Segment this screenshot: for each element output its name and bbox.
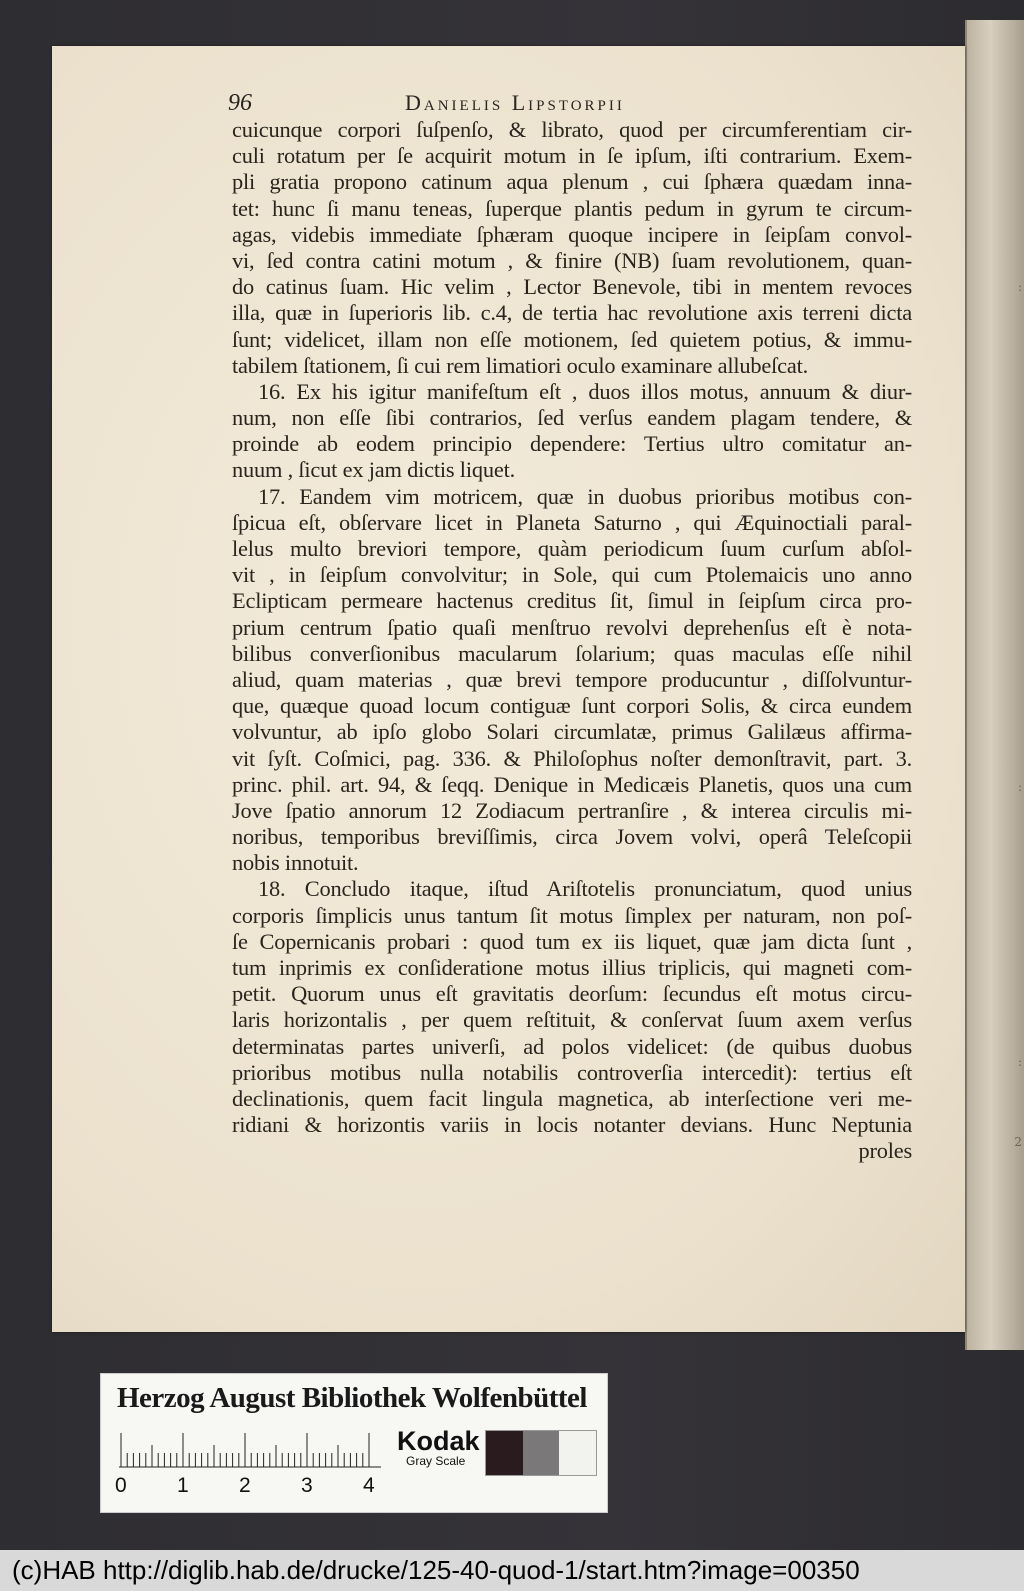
text-line: vit , in ſeipſum convolvitur; in Sole, qui cum Ptolemaicis uno anno: [232, 562, 912, 588]
adjacent-page-edge: : : : 2: [965, 20, 1024, 1350]
text-line: noribus, temporibus breviſſimis, circa Jovem volvi, operâ Teleſcopii: [232, 824, 912, 850]
text-line: tabilem ſtationem, ſi cui rem limatiori oculo examinare allubeſcat.: [232, 352, 809, 378]
text-line: agas, videbis immediate ſphæram quoque incipere in ſeipſam convol-: [232, 221, 912, 247]
ruler-label: 4: [363, 1474, 375, 1497]
ruler-label: 0: [115, 1474, 127, 1497]
text-line: ſunt; videlicet, illam non eſſe motionem, ſed quietem potius, & immu-: [232, 326, 912, 352]
paragraph-17-start: 17. Eandem vim motricem, quæ in duobus prioribus motibus con-: [258, 483, 912, 509]
text-line: prioribus motibus nulla notabilis controverſia intercedit): tertius eſt: [232, 1059, 912, 1085]
body-text: [232, 117, 912, 1165]
text-line: culi rotatum per ſe acquirit motum in ſe ipſum, iſti contrarium. Exem-: [232, 143, 912, 169]
text-line: do catinus ſuam. Hic velim , Lector Benevole, tibi in mentem revoces: [232, 274, 912, 300]
text-line: determinatas partes univerſi, ad polos videlicet: (de quibus duobus: [232, 1033, 912, 1059]
kodak-logo: Kodak: [397, 1426, 480, 1456]
text-line: nuum , ſicut ex jam dictis liquet.: [232, 457, 515, 483]
text-line: princ. phil. art. 94, & ſeqq. Denique in Medicæis Planetis, quos una cum: [232, 771, 912, 797]
ruler-label: 3: [301, 1474, 313, 1497]
footer-copyright-url: (c)HAB http://diglib.hab.de/drucke/125-40-quod-1/start.htm?image=00350: [0, 1550, 1024, 1591]
text-line: num, non eſſe ſibi contrarios, ſed verſus eandem plagam tendere, &: [232, 405, 912, 431]
text-line: Jove ſpatio annorum 12 Zodiacum pertranſire , & interea circulis mi-: [232, 797, 912, 823]
swatch-mid: [523, 1431, 560, 1475]
swatch-dark: [486, 1431, 523, 1475]
text-line: vit ſyſt. Coſmici, pag. 336. & Philoſophus noſter demonſtravit, part. 3.: [232, 745, 912, 771]
page-number: 96: [228, 90, 252, 116]
text-line: declinationis, quem facit lingula magnetica, ab interſectione veri me-: [232, 1085, 912, 1111]
text-line: que, quæque quoad locum contiguæ ſunt corpori Solis, & circa eundem: [232, 693, 912, 719]
gray-scale-label: Gray Scale: [406, 1454, 466, 1468]
library-color-strip: [100, 1373, 608, 1513]
text-line: Eclipticam permeare hactenus creditus ſit, ſimul in ſeipſum circa pro-: [232, 588, 912, 614]
gray-scale-swatches: [485, 1430, 597, 1476]
text-line: bilibus converſionibus macularum ſolarium; quas maculas eſſe nihil: [232, 640, 912, 666]
text-line: nobis innotuit.: [232, 850, 359, 876]
text-line: tet: hunc ſi manu teneas, ſuperque plantis pedum in gyrum te circum-: [232, 195, 912, 221]
text-line: aliud, quam materias , quæ brevi tempore producuntur , diſſolvuntur-: [232, 666, 912, 692]
paragraph-18-start: 18. Concludo itaque, iſtud Ariſtotelis pronunciatum, quod unius: [258, 876, 912, 902]
swatch-light: [559, 1431, 596, 1475]
text-line: cuicunque corpori ſuſpenſo, & librato, quod per circumferentiam cir-: [232, 117, 912, 142]
text-line: illa, quæ in ſuperioris lib. c.4, de tertia hac revolutione axis terreni dicta: [232, 300, 912, 326]
ruler-icon: [119, 1432, 381, 1468]
text-line: pli gratia propono catinum aqua plenum , cui ſphæra quædam inna-: [232, 169, 912, 195]
text-line: ſpicua eſt, obſervare licet in Planeta Saturno , qui Æquinoctiali paral-: [232, 509, 912, 535]
text-line: corporis ſimplicis unus tantum ſit motus ſimplex per naturam, non poſ-: [232, 902, 912, 928]
text-line: tum inprimis ex conſideratione motus illius triplicis, qui magneti com-: [232, 955, 912, 980]
text-line: prium centrum ſpatio quaſi menſtruo revolvi deprehenſus eſt è nota-: [232, 614, 912, 640]
catchword: proles: [858, 1138, 912, 1164]
text-line: petit. Quorum unus eſt gravitatis deorſum: ſecundus eſt motus circu-: [232, 981, 912, 1007]
paragraph-16-start: 16. Ex his igitur manifeſtum eſt , duos illos motus, annuum & diur-: [258, 378, 912, 404]
running-head: Danielis Lipstorpii: [405, 90, 625, 115]
text-line: ridiani & horizontis variis in locis notanter devians. Hunc Neptunia: [232, 1112, 912, 1138]
text-line: laris horizontalis , per quem reſtituit, & conſervat ſuum axem verſus: [232, 1007, 912, 1033]
text-line: ſe Copernicanis probari : quod tum ex iis liquet, quæ jam dicta ſunt ,: [232, 928, 912, 954]
ruler-label: 1: [177, 1474, 189, 1497]
page-header: [228, 88, 918, 118]
text-line: lelus multo breviori tempore, quàm periodicum ſuum curſum abſol-: [232, 536, 912, 561]
library-name: Herzog August Bibliothek Wolfenbüttel: [117, 1382, 587, 1414]
ruler-label: 2: [239, 1474, 251, 1497]
text-line: vi, ſed contra catini motum , & finire (NB) ſuam revolutionem, quan-: [232, 247, 912, 273]
text-line: proinde ab eodem principio dependere: Tertius ultro comitatur an-: [232, 431, 912, 457]
text-line: volvuntur, ab ipſo globo Solari circumlatæ, primus Galilæus affirma-: [232, 719, 912, 745]
